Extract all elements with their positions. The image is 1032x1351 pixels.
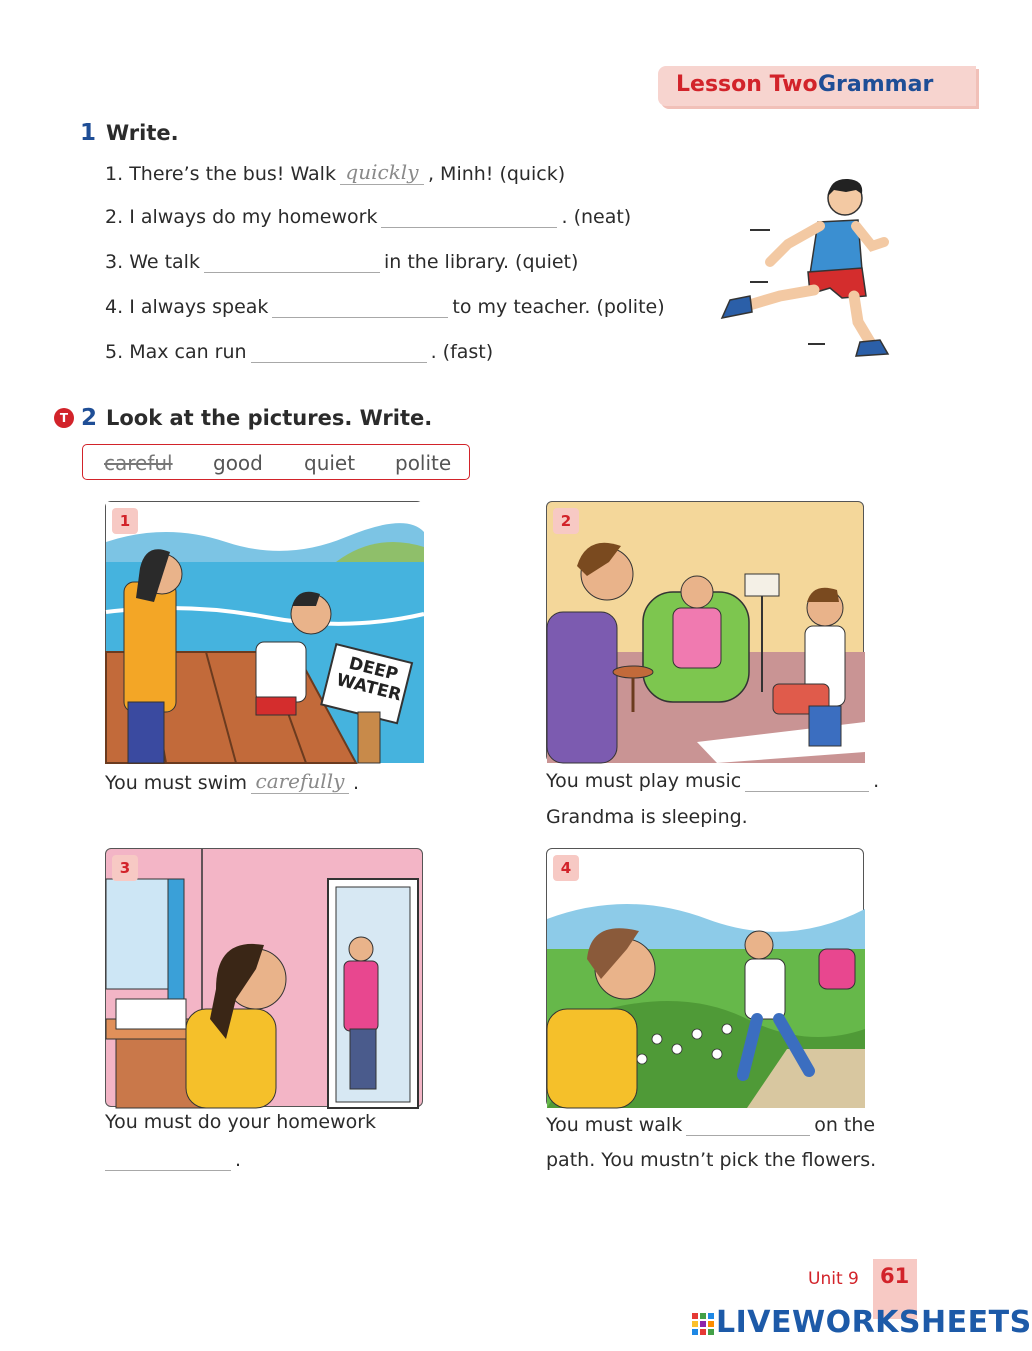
answer-field[interactable]: quickly	[340, 160, 424, 185]
exercise-1-number: 1	[80, 120, 97, 146]
item-text-before: There’s the bus! Walk	[129, 163, 336, 185]
picture-2-caption	[546, 769, 879, 792]
item-text-after: . (fast)	[430, 341, 494, 363]
item-number: 1.	[105, 163, 124, 185]
item-text-after: , Minh! (quick)	[427, 163, 566, 185]
picture-4-caption	[546, 1113, 875, 1136]
word-bank-item: quiet	[304, 451, 356, 475]
answer-field[interactable]	[105, 1148, 231, 1171]
answer-field[interactable]: carefully	[251, 769, 349, 794]
answer-field[interactable]	[381, 205, 557, 228]
picture-2-caption-line-2: Grandma is sleeping.	[546, 806, 748, 828]
picture-3-caption: You must do your homework	[105, 1111, 377, 1133]
picture-number: 1	[112, 508, 138, 534]
answer-field[interactable]	[204, 250, 380, 273]
picture-2	[546, 501, 864, 762]
item-number: 5.	[105, 341, 124, 363]
picture-4-caption-line-2: path. You mustn’t pick the flowers.	[546, 1149, 877, 1171]
item-text-after: in the library. (quiet)	[383, 251, 579, 273]
liveworksheets-brand: LIVEWORKSHEETS	[716, 1305, 1032, 1340]
item-number: 3.	[105, 251, 124, 273]
item-text-after: . (neat)	[561, 206, 632, 228]
picture-1-caption	[105, 769, 359, 794]
caption-text-after: .	[235, 1149, 242, 1171]
living-room-illustration	[547, 502, 865, 763]
answer-field[interactable]	[745, 769, 869, 792]
pier-scene-illustration	[106, 502, 424, 763]
caption-text-before: You must walk	[546, 1114, 683, 1136]
exercise-1-item-3	[105, 250, 578, 273]
word-bank-item-used: careful	[104, 451, 173, 475]
exercise-2-title: Look at the pictures. Write.	[106, 406, 433, 430]
page-number: 61	[880, 1264, 910, 1288]
unit-label: Unit 9	[808, 1269, 859, 1289]
picture-number: 4	[553, 855, 579, 881]
answer-field[interactable]	[272, 295, 448, 318]
caption-text-after: .	[873, 770, 880, 792]
item-number: 2.	[105, 206, 124, 228]
picture-3	[105, 848, 423, 1107]
answer-field[interactable]	[686, 1113, 810, 1136]
item-text-before: We talk	[129, 251, 200, 273]
item-text-before: I always speak	[129, 296, 269, 318]
caption-text-before: You must play music	[546, 770, 742, 792]
item-text-before: I always do my homework	[129, 206, 378, 228]
deep-water-sign: DEEP WATER	[334, 653, 404, 706]
lesson-label: Lesson Two	[676, 72, 818, 97]
picture-3-caption-line-2	[101, 1148, 241, 1171]
exercise-1-item-4	[105, 295, 665, 318]
exercise-2-number: 2	[81, 405, 98, 431]
bedroom-illustration	[106, 849, 424, 1108]
word-bank-item: polite	[395, 451, 452, 475]
picture-number: 3	[112, 855, 138, 881]
picture-1	[105, 501, 423, 762]
lesson-topic: Grammar	[818, 72, 934, 97]
liveworksheets-logo-icon	[692, 1313, 714, 1339]
picture-number: 2	[553, 508, 579, 534]
caption-text-after: on the	[814, 1114, 876, 1136]
word-bank-item: good	[213, 451, 263, 475]
answer-field[interactable]	[251, 340, 427, 363]
exercise-1-title: Write.	[106, 121, 179, 145]
picture-4	[546, 848, 864, 1107]
teacher-badge: T	[54, 408, 74, 428]
item-text-after: to my teacher. (polite)	[452, 296, 665, 318]
exercise-1-item-1	[105, 160, 565, 185]
item-text-before: Max can run	[129, 341, 247, 363]
garden-path-illustration	[547, 849, 865, 1108]
exercise-1-item-5	[105, 340, 493, 363]
item-number: 4.	[105, 296, 124, 318]
exercise-1-item-2	[105, 205, 631, 228]
caption-text-after: .	[352, 772, 359, 794]
caption-text-before: You must swim	[105, 772, 247, 794]
running-boy-illustration	[710, 170, 900, 365]
